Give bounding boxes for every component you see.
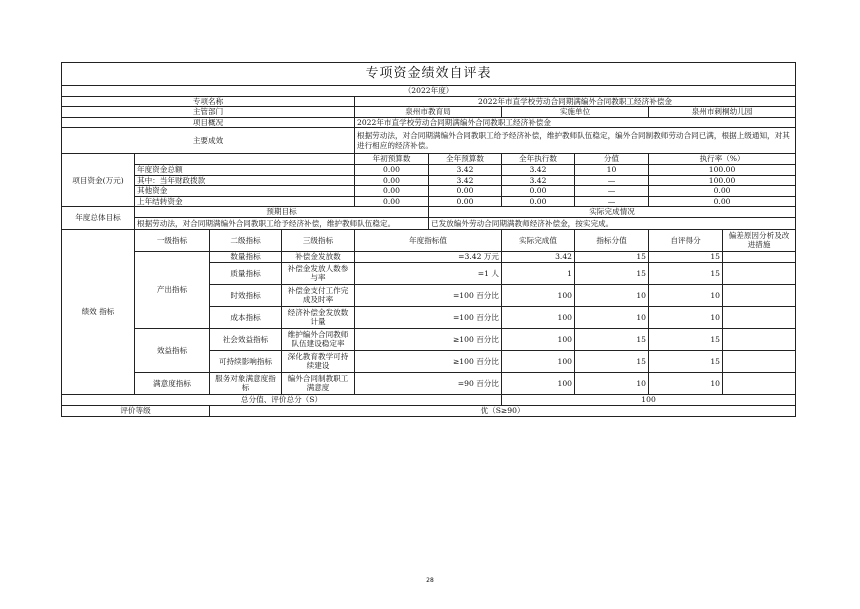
perf-l3: 经济补偿金发放数计量 [282, 306, 355, 328]
funds-cell: 0.00 [649, 196, 796, 207]
level2-cost: 成本指标 [210, 306, 282, 328]
perf-header: 一级指标 [135, 229, 210, 251]
level2-sustainable: 可持续影响指标 [210, 350, 282, 372]
perf-header: 自评得分 [649, 229, 723, 251]
funds-cell: 3.42 [502, 164, 575, 175]
perf-remark [723, 251, 796, 262]
funds-cell: — [575, 186, 649, 197]
unit: 泉州市刺桐幼儿园 [649, 107, 796, 118]
perf-target: =1 人 [355, 262, 502, 284]
perf-self: 15 [649, 262, 723, 284]
level1-satisfaction: 满意度指标 [135, 372, 210, 394]
perf-remark [723, 372, 796, 394]
level2-quality: 质量指标 [210, 262, 282, 284]
perf-l3: 维护编外合同教师队伍建设稳定率 [282, 328, 355, 350]
perf-remark [723, 262, 796, 284]
perf-remark [723, 328, 796, 350]
perf-actual: 100 [502, 372, 575, 394]
funds-header: 执行率（%） [649, 154, 796, 165]
dept-label: 主管部门 [62, 107, 355, 118]
perf-actual: 100 [502, 306, 575, 328]
perf-l3: 补偿金发放人数参与率 [282, 262, 355, 284]
perf-score: 15 [575, 251, 649, 262]
perf-header: 指标分值 [575, 229, 649, 251]
funds-cell: 3.42 [502, 175, 575, 186]
perf-self: 10 [649, 306, 723, 328]
results: 根据劳动法，对合同期满编外合同教职工给予经济补偿，维护教师队伍稳定，编外合同制教师劳动合同已满，根据上级通知，对其进行相应的经济补偿。 [355, 128, 796, 154]
funds-cell: 0.00 [355, 175, 429, 186]
perf-remark [723, 306, 796, 328]
funds-header: 年初预算数 [355, 154, 429, 165]
perf-score: 15 [575, 262, 649, 284]
perf-score: 10 [575, 284, 649, 306]
perf-self: 15 [649, 350, 723, 372]
perf-l3: 深化教育教学可持续建设 [282, 350, 355, 372]
overview: 2022年市直学校劳动合同期满编外合同教职工经济补偿金 [355, 117, 796, 128]
funds-cell: 3.42 [429, 164, 502, 175]
perf-self: 10 [649, 284, 723, 306]
total-score: 100 [502, 394, 796, 405]
perf-l3: 补偿金支付工作完成及时率 [282, 284, 355, 306]
perf-target: ≥100 百分比 [355, 350, 502, 372]
expected-label: 预期目标 [135, 207, 429, 218]
perf-target: =90 百分比 [355, 372, 502, 394]
level2-satisfaction: 服务对象满意度指标 [210, 372, 282, 394]
perf-self: 15 [649, 328, 723, 350]
funds-row-label: 年度资金总额 [135, 164, 355, 175]
funds-row-label: 其中：当年财政拨款 [135, 175, 355, 186]
total-label: 总分值、评价总分（S） [62, 394, 502, 405]
funds-cell: 0.00 [355, 186, 429, 197]
perf-self: 15 [649, 251, 723, 262]
form-title: 专项资金绩效自评表 [62, 63, 796, 86]
perf-actual: 100 [502, 284, 575, 306]
perf-actual: 3.42 [502, 251, 575, 262]
funds-cell: 0.00 [355, 196, 429, 207]
funds-cell: 0.00 [502, 196, 575, 207]
level1-output: 产出指标 [135, 251, 210, 328]
perf-score: 10 [575, 306, 649, 328]
perf-remark [723, 350, 796, 372]
funds-label: 项目资金(万元) [62, 154, 135, 207]
perf-score: 10 [575, 372, 649, 394]
perf-header: 偏差原因分析及改进措施 [723, 229, 796, 251]
project-name-label: 专项名称 [62, 96, 355, 107]
actual-label: 实际完成情况 [429, 207, 796, 218]
funds-header: 全年预算数 [429, 154, 502, 165]
funds-cell: 10 [575, 164, 649, 175]
perf-score: 15 [575, 350, 649, 372]
grade-value: 优（S≥90） [210, 405, 796, 416]
perf-actual: 1 [502, 262, 575, 284]
goal-label: 年度总体目标 [62, 207, 135, 230]
level1-benefit: 效益指标 [135, 328, 210, 372]
perf-target: =100 百分比 [355, 306, 502, 328]
funds-cell: 0.00 [429, 196, 502, 207]
perf-self: 10 [649, 372, 723, 394]
level2-social: 社会效益指标 [210, 328, 282, 350]
dept: 泉州市教育局 [355, 107, 502, 118]
unit-label: 实施单位 [502, 107, 649, 118]
funds-cell: 100.00 [649, 175, 796, 186]
perf-target: =3.42 万元 [355, 251, 502, 262]
form-year: （2022年度） [62, 86, 796, 97]
perf-remark [723, 284, 796, 306]
funds-cell: 100.00 [649, 164, 796, 175]
perf-l3: 补偿金发放数 [282, 251, 355, 262]
funds-cell: 0.00 [429, 186, 502, 197]
funds-header: 分值 [575, 154, 649, 165]
project-name: 2022年市直学校劳动合同期满编外合同教职工经济补偿金 [355, 96, 796, 107]
funds-cell: 0.00 [502, 186, 575, 197]
evaluation-table [61, 62, 796, 417]
perf-header: 三级指标 [282, 229, 355, 251]
level2-quantity: 数量指标 [210, 251, 282, 262]
funds-cell: 3.42 [429, 175, 502, 186]
funds-row-label: 其他资金 [135, 186, 355, 197]
funds-cell: 0.00 [649, 186, 796, 197]
expected-goal: 根据劳动法，对合同期满编外合同教职工给予经济补偿，维护教师队伍稳定。 [135, 217, 429, 229]
page-number: 28 [426, 577, 434, 584]
perf-score: 15 [575, 328, 649, 350]
results-label: 主要成效 [62, 128, 355, 154]
funds-cell: 0.00 [355, 164, 429, 175]
perf-actual: 100 [502, 350, 575, 372]
actual-result: 已发放编外劳动合同期满教师经济补偿金，按实完成。 [429, 217, 796, 229]
perf-header: 年度指标值 [355, 229, 502, 251]
perf-label: 绩效 指标 [62, 229, 135, 394]
perf-header: 实际完成值 [502, 229, 575, 251]
funds-header: 全年执行数 [502, 154, 575, 165]
perf-target: =100 百分比 [355, 284, 502, 306]
perf-actual: 100 [502, 328, 575, 350]
overview-label: 项目概况 [62, 117, 355, 128]
evaluation-form [61, 62, 795, 417]
funds-cell: — [575, 196, 649, 207]
grade-label: 评价等级 [62, 405, 210, 416]
funds-header-blank [135, 154, 355, 165]
perf-target: ≥100 百分比 [355, 328, 502, 350]
funds-row-label: 上年结转资金 [135, 196, 355, 207]
funds-cell: — [575, 175, 649, 186]
perf-header: 二级指标 [210, 229, 282, 251]
level2-timeliness: 时效指标 [210, 284, 282, 306]
perf-l3: 编外合同制教职工满意度 [282, 372, 355, 394]
